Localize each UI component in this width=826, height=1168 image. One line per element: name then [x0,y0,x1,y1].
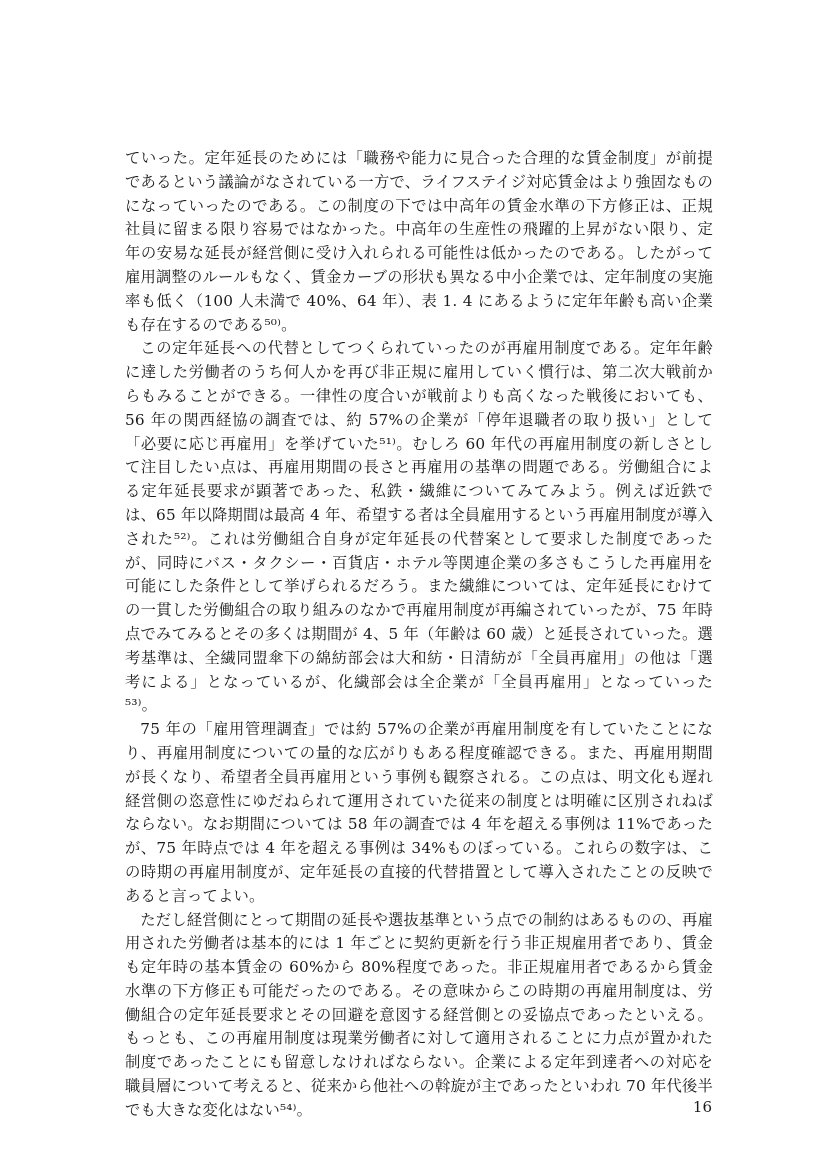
page-number: 16 [692,1098,712,1116]
paragraph-1: ていった。定年延長のためには「職務や能力に見合った合理的な賃金制度」が前提であるという議論がなされている一方で、ライフステイジ対応賃金はより強固なものになっていったのである。この制度の下では中高年の賃金水準の下方修正は、正規社員に留まる限り容易ではなかった。中高年の生産性の飛躍的上昇がない限り、定年の安易な延長が経営側に受け入れられる可能性は低かったのである。したがって雇用調整のルールもなく、賃金カーブの形状も異なる中小企業では、定年制度の実施率も低く（100 人未満で 40%、64 年）、表 1. 4 にあるように定年年齢も高い企業も存在するのである⁵⁰⁾。 [125,149,713,334]
paragraph-2: この定年延長への代替としてつくられていったのが再雇用制度である。定年年齢に達した労働者のうち何人かを再び非正規に雇用していく慣行は、第二次大戦前からもみることができる。一律性の度合いが戦前よりも高くなった戦後においても、56 年の関西経協の調査では、約 57%の企業が「停年退職者の取り扱い」として「必要に応じ再雇用」を挙げていた⁵¹⁾。むしろ 60 年代の再雇用制度の新しさとして注目したい点は、再雇用期間の長さと再雇用の基準の問題である。労働組合による定年延長要求が顕著であった、私鉄・繊維についてみてみよう。例えば近鉄では、65 年以降期間は最高 4 年、希望する者は全員雇用するという再雇用制度が導入された⁵²⁾。これは労働組合自身が定年延長の代替案として要求した制度であったが、同時にバス・タクシー・百貨店・ホテル等関連企業の多さもこうした再雇用を可能にした条件として挙げられるだろう。また繊維については、定年延長にむけての一貫した労働組合の取り組みのなかで再雇用制度が再編されていったが、75 年時点でみてみるとその多くは期間が 4、5 年（年齢は 60 歳）と延長されていった。選考基準は、全繊同盟傘下の綿紡部会は大和紡・日清紡が「全員再雇用」の他は「選考による」となっているが、化繊部会は全企業が「全員再雇用」となっていった⁵³⁾。 [125,339,713,715]
paragraph-3: 75 年の「雇用管理調査」では約 57%の企業が再雇用制度を有していたことになり、再雇用制度についての量的な広がりもある程度確認できる。また、再雇用期間が長くなり、希望者全員再雇用という事例も観察される。この点は、明文化も遅れ経営側の恣意性にゆだねられて運用されていた従来の制度とは明確に区別されねばならない。なお期間については 58 年の調査では 4 年を超える事例は 11%であったが、75 年時点では 4 年を超える事例は 34%ものぼっている。これらの数字は、この時期の再雇用制度が、定年延長の直接的代替措置として導入されたことの反映であると言ってよい。 [125,720,713,905]
paragraph-4: ただし経営側にとって期間の延長や選抜基準という点での制約はあるものの、再雇用された労働者は基本的には 1 年ごとに契約更新を行う非正規雇用者であり、賃金も定年時の基本賃金の 60%から 80%程度であった。非正規雇用者であるから賃金水準の下方修正も可能だったのである。その意味からこの時期の再雇用制度は、労働組合の定年延長要求とその回避を意図する経営側との妥協点であったといえる。もっとも、この再雇用制度は現業労働者に対して適用されることに力点が置かれた制度であったことにも留意しなければならない。企業による定年到達者への対応を職員層について考えると、従来から他社への斡旋が主であったといわれ 70 年代後半でも大きな変化はない⁵⁴⁾。 [125,910,713,1119]
body-text [125,147,713,1123]
